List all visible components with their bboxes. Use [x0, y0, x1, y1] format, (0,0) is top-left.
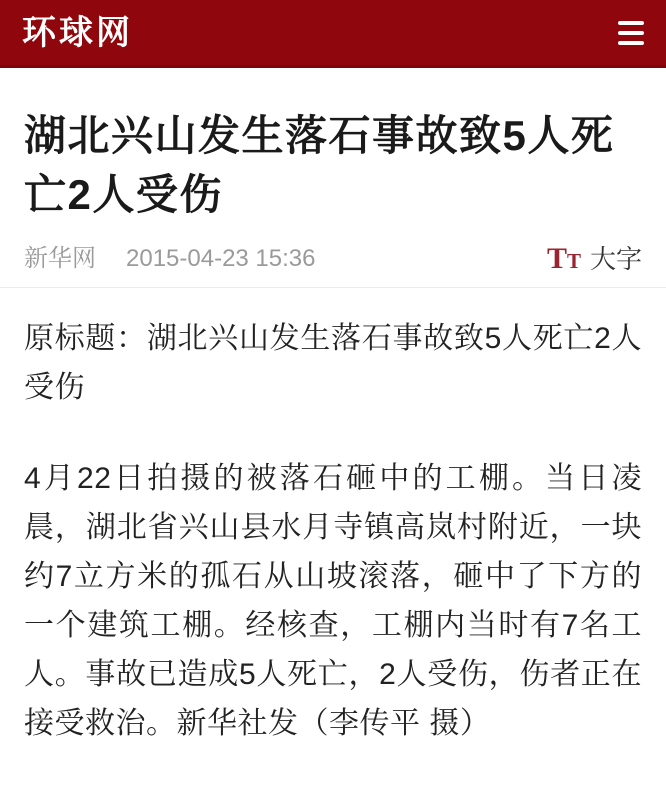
font-size-icon-large-t: T [546, 242, 567, 275]
app-header [0, 0, 666, 68]
site-logo[interactable]: 环球网 [22, 13, 133, 52]
article-paragraph-body: 4月22日拍摄的被落石砸中的工棚。当日凌晨，湖北省兴山县水月寺镇高岚村附近，一块约7立方米的孤石从山坡滚落，砸中了下方的一个建筑工棚。经核查，工棚内当时有7名工人。事故已造成5人死亡，2人受伤，伤者正在接受救治。新华社发（李传平 摄） [24, 462, 642, 740]
article-body [0, 314, 666, 748]
article-title: 湖北兴山发生落石事故致5人死亡2人受伤 [24, 112, 615, 218]
font-size-icon [547, 244, 581, 274]
hamburger-menu-icon[interactable] [618, 17, 644, 49]
article [0, 106, 666, 274]
font-size-control[interactable] [547, 244, 642, 274]
article-source: 新华网 [24, 245, 96, 272]
font-size-icon-small-t: T [566, 249, 581, 273]
article-meta-row [24, 244, 642, 274]
article-timestamp: 2015-04-23 15:36 [126, 245, 316, 272]
article-paragraph-original-title: 原标题：湖北兴山发生落石事故致5人死亡2人受伤 [24, 322, 642, 404]
divider [0, 287, 666, 288]
hamburger-bar [618, 21, 644, 25]
hamburger-bar [618, 31, 644, 35]
hamburger-bar [618, 41, 644, 45]
font-size-label: 大字 [589, 244, 642, 274]
